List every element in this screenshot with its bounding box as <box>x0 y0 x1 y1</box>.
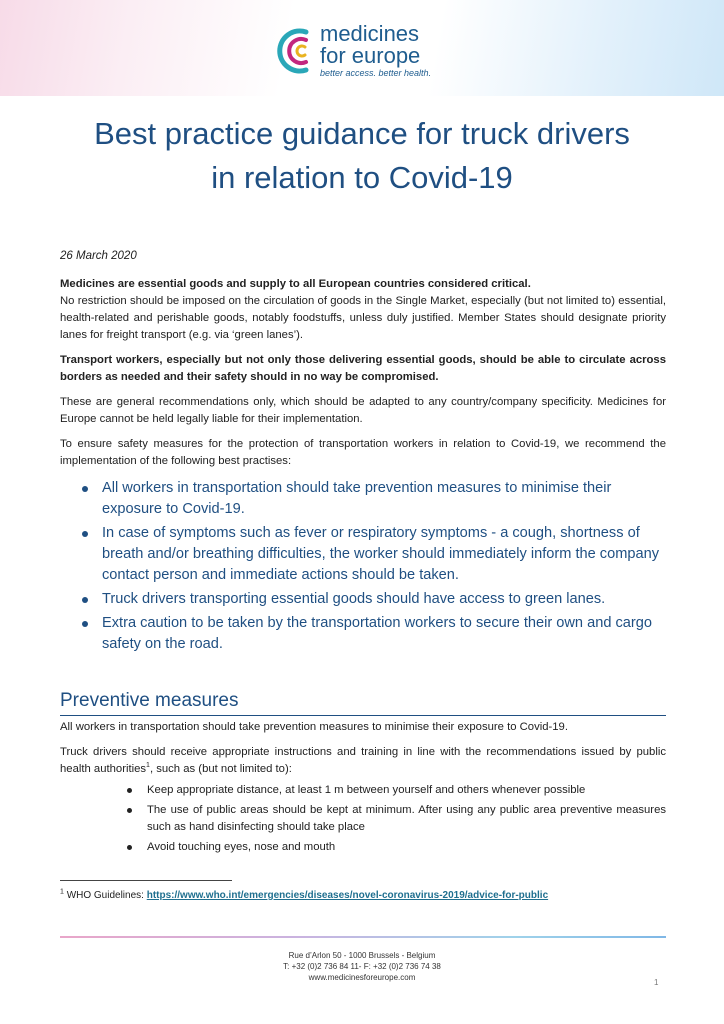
footnote-label: WHO Guidelines: <box>66 890 144 901</box>
document-title <box>40 112 684 200</box>
document-date: 26 March 2020 <box>60 250 137 262</box>
list-item: Truck drivers transporting essential goods should have access to green lanes. <box>60 589 666 610</box>
disclaimer-paragraph: These are general recommendations only, which should be adapted to any country/company specificity. Medicines for Europe cannot be held legally liable for their implementation. <box>60 396 666 425</box>
measures-list <box>60 782 666 856</box>
title-line-2: in relation to Covid-19 <box>211 160 513 195</box>
transport-workers-statement: Transport workers, especially but not only those delivering essential goods, should be able to circulate across borders as needed and their safety should in no way be compromised. <box>60 354 666 383</box>
footnote-number: 1 <box>60 888 64 896</box>
bullet-icon <box>82 621 88 627</box>
footer-website[interactable]: www.medicinesforeurope.com <box>308 973 416 982</box>
bullet-icon <box>82 531 88 537</box>
bullet-icon <box>127 845 132 850</box>
list-item: Avoid touching eyes, nose and mouth <box>60 839 666 856</box>
preventive-intro: All workers in transportation should take prevention measures to minimise their exposure to Covid-19. <box>60 721 568 733</box>
logo-text-for-europe: for europe <box>320 43 421 68</box>
bullet-icon <box>127 788 132 793</box>
logo-text-medicines: medicines <box>320 21 420 46</box>
recommendations-list <box>60 478 666 655</box>
who-guidelines-link[interactable]: https://www.who.int/emergencies/diseases/novel-coronavirus-2019/advice-for-public <box>146 890 549 901</box>
footer-divider <box>60 936 666 938</box>
intro-paragraph: No restriction should be imposed on the circulation of goods in the Single Market, especially (but not limited to) essential, health-related and perishable goods, notably foodstuffs, unless duly justified. Member States should designate priority lanes for freight transport (e.g. via ‘green lanes’). <box>60 295 666 341</box>
intro-bold-statement: Medicines are essential goods and supply to all European countries considered critical. <box>60 278 531 290</box>
page-number: 1 <box>654 978 659 987</box>
footnote <box>60 889 548 903</box>
section-heading-preventive-measures: Preventive measures <box>60 688 666 716</box>
bullet-icon <box>82 486 88 492</box>
bullet-icon <box>82 597 88 603</box>
footnote-reference[interactable]: 1 <box>146 762 150 770</box>
list-item: All workers in transportation should take prevention measures to minimise their exposure to Covid-19. <box>60 478 666 520</box>
medicines-for-europe-logo <box>276 21 466 84</box>
bullet-icon <box>127 808 132 813</box>
recommendation-intro: To ensure safety measures for the protection of transportation workers in relation to Covid-19, we recommend the implementation of the following best practises: <box>60 438 666 467</box>
page-footer <box>0 950 724 983</box>
list-item: In case of symptoms such as fever or respiratory symptoms - a cough, shortness of breath and/or breathing difficulties, the worker should immediately inform the company contact person and immediate actions should be taken. <box>60 523 666 586</box>
preventive-measures-section <box>60 719 666 859</box>
footnote-divider <box>60 880 232 881</box>
footer-phone: T: +32 (0)2 736 84 11- F: +32 (0)2 736 74 38 <box>283 962 441 971</box>
training-paragraph: Truck drivers should receive appropriate instructions and training in line with the recommendations issued by public health authorities$^1$, such as (but not limited to): <box>60 746 666 775</box>
list-item: Keep appropriate distance, at least 1 m between yourself and others whenever possible <box>60 782 666 799</box>
logo-swirl-icon <box>276 26 320 76</box>
list-item: The use of public areas should be kept at minimum. After using any public area preventive measures such as hand disinfecting should take place <box>60 802 666 836</box>
list-item: Extra caution to be taken by the transportation workers to secure their own and cargo safety on the road. <box>60 613 666 655</box>
footer-address: Rue d’Arlon 50 - 1000 Brussels - Belgium <box>288 951 436 960</box>
logo-tagline: better access. better health. <box>320 68 432 78</box>
intro-section <box>60 276 666 658</box>
title-line-1: Best practice guidance for truck drivers <box>94 116 630 151</box>
